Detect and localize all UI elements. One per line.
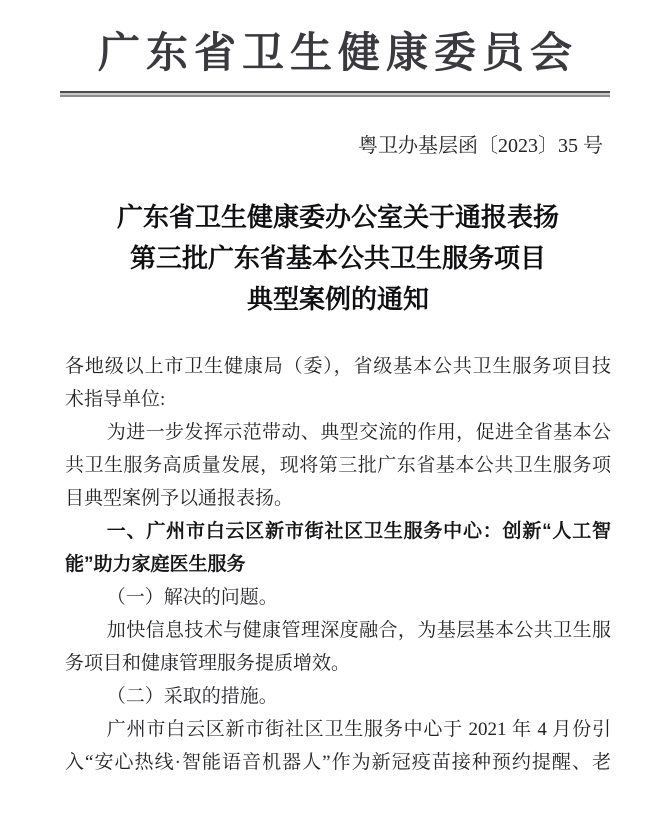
body-line: 各地级以上市卫生健康局（委），省级基本公共卫生服务项目技 (65, 356, 611, 377)
body-line: 共卫生服务高质量发展，现将第三批广东省基本公共卫生服务项 (65, 455, 611, 476)
notice-title-line-1: 广东省卫生健康委办公室关于通报表扬 (116, 203, 559, 232)
body-line: 为进一步发挥示范带动、典型交流的作用，促进全省基本公 (106, 422, 611, 443)
body-line: 术指导单位: (65, 389, 166, 410)
body-line: 能”助力家庭医生服务 (65, 554, 246, 575)
document-body (65, 350, 611, 779)
body-line: 务项目和健康管理服务提质增效。 (65, 653, 351, 674)
letterhead-org-name: 广东省卫生健康委员会 (97, 31, 578, 77)
notice-title-line-2: 第三批广东省基本公共卫生服务项目 (129, 244, 546, 273)
body-line: 入“安心热线·智能语音机器人”作为新冠疫苗接种预约提醒、老 (65, 752, 611, 773)
letterhead-divider (60, 91, 610, 97)
document-content (65, 28, 611, 779)
body-line: （一）解决的问题。 (106, 587, 278, 608)
notice-title-line-3: 典型案例的通知 (246, 285, 429, 314)
body-line: 广州市白云区新市街社区卫生服务中心于 2021 年 4 月份引 (106, 719, 611, 740)
body-line: 一、广州市白云区新市街社区卫生服务中心：创新“人工智 (106, 521, 611, 542)
body-line: 目典型案例予以通报表扬。 (65, 488, 294, 509)
document-page (0, 28, 668, 828)
body-line: （二）采取的措施。 (106, 686, 278, 707)
document-number: 粤卫办基层函〔2023〕35 号 (358, 135, 603, 157)
body-line: 加快信息技术与健康管理深度融合，为基层基本公共卫生服 (106, 620, 611, 641)
notice-title (65, 197, 611, 320)
